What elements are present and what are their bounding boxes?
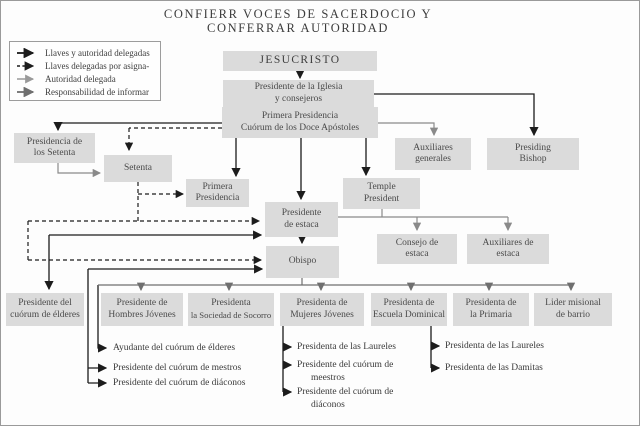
list-item-label: diáconos xyxy=(311,400,345,410)
node-presidente-hombres-jovenes xyxy=(101,293,183,326)
node-label: Presidente de xyxy=(116,298,168,308)
node-label: generales xyxy=(415,154,451,164)
list-item-label: Ayudante del cuórum de élderes xyxy=(113,343,236,353)
node-label: Presidente de la Iglesia xyxy=(254,82,343,92)
node-label: Escuela Dominical xyxy=(372,309,445,320)
node-primera-presidencia-doce xyxy=(222,107,378,138)
list-item-label: Presidenta de las Laureles xyxy=(445,341,544,351)
list-item-cuorum-diaconos-mid xyxy=(297,386,393,412)
list-item-ayudante-elderes xyxy=(113,342,235,355)
node-label: de estaca xyxy=(284,219,319,230)
node-label: Presidente xyxy=(281,208,322,218)
node-label: Auxiliares de xyxy=(482,237,534,248)
node-presidenta-escuela-dominical xyxy=(371,293,447,326)
node-label: Cuórum de los Doce Apóstoles xyxy=(240,122,360,133)
list-item-presidente-mestros xyxy=(113,362,241,375)
node-temple-president xyxy=(343,178,420,209)
page-title-line1: CONFIERR VOCES DE SACERDOCIO Y xyxy=(163,7,433,21)
node-label: Consejo de xyxy=(395,237,439,248)
node-consejo-estaca xyxy=(377,234,457,264)
list-item-label: Presidenta de las Damitas xyxy=(445,363,543,373)
list-item-presidente-diaconos xyxy=(113,377,245,390)
node-label: Presiding xyxy=(515,142,551,153)
node-label: estaca xyxy=(496,249,520,259)
list-item-label: Presidente del cuórum de mestros xyxy=(113,363,242,373)
list-item-label: Presidenta de las Laureles xyxy=(297,342,396,352)
node-presiding-bishop xyxy=(487,138,579,170)
legend-label: Autoridad delegada xyxy=(45,73,116,84)
node-label: Setenta xyxy=(124,162,152,173)
node-setenta xyxy=(104,155,172,182)
page-title-line2: CONFERRAR AUTORIDAD xyxy=(207,21,389,35)
node-presidenta-socorro xyxy=(188,293,274,326)
list-item-laureles-right xyxy=(445,340,544,353)
node-label: Presidencia xyxy=(195,193,240,203)
node-label: y consejeros xyxy=(274,93,323,104)
node-jesucristo xyxy=(223,51,377,71)
list-item-label: meestros xyxy=(311,373,345,383)
legend-label: Llaves delegadas por asigna- xyxy=(45,60,150,71)
node-label: Bishop xyxy=(519,154,547,164)
node-lider-misional xyxy=(534,293,612,326)
list-item-label: Presidente del cuórum de xyxy=(297,387,394,397)
node-label: Presidenta de xyxy=(383,298,435,308)
node-obispo xyxy=(266,246,339,278)
node-label: cuórum de élderes xyxy=(10,309,80,320)
node-label: Lider misional xyxy=(545,298,601,308)
list-item-label: Presidente del cuórum de diáconos xyxy=(113,378,246,388)
node-auxiliares-estaca xyxy=(467,234,549,264)
list-item-label: Presidente del cuórum de xyxy=(297,360,394,370)
list-item-cuorum-meestros xyxy=(297,359,393,385)
node-label: Presidenta xyxy=(211,298,251,308)
node-label: Presidenta de xyxy=(296,298,348,308)
node-label: President xyxy=(363,193,400,204)
node-label: Auxiliares xyxy=(413,142,453,153)
node-presidenta-primaria xyxy=(453,293,529,326)
list-item-damitas xyxy=(445,362,543,375)
node-label: la Primaria xyxy=(470,309,512,320)
node-label: Presidente del xyxy=(18,298,72,308)
node-label: Presidenta de xyxy=(465,298,517,308)
node-primera-presidencia xyxy=(186,179,249,207)
node-label: Primera Presidencia xyxy=(261,111,339,121)
node-label: la Sociedad de Socorro xyxy=(190,309,272,320)
node-presidente-iglesia xyxy=(223,80,374,107)
node-label: Mujeres Jóvenes xyxy=(290,309,354,320)
node-label: Temple xyxy=(367,182,396,192)
node-label: Primera xyxy=(202,181,233,192)
node-label: de barrio xyxy=(555,309,591,320)
node-presidente-estaca xyxy=(265,202,338,237)
node-label: Presidencia de xyxy=(26,136,83,147)
legend-label: Llaves y autoridad delegadas xyxy=(45,47,150,58)
node-label: estaca xyxy=(405,249,429,259)
node-presidencia-setenta xyxy=(14,133,95,163)
list-item-laureles-mid xyxy=(297,341,396,354)
node-label: JESUCRISTO xyxy=(259,54,341,67)
node-label: Hombres Jóvenes xyxy=(108,309,176,320)
node-presidenta-mujeres-jovenes xyxy=(280,293,364,326)
node-auxiliares-generales xyxy=(395,138,471,170)
node-label: Obispo xyxy=(288,256,317,267)
node-label: los Setenta xyxy=(33,148,76,158)
node-presidente-elderes xyxy=(6,293,84,326)
legend-label: Responsabilidad de informar xyxy=(45,86,149,97)
